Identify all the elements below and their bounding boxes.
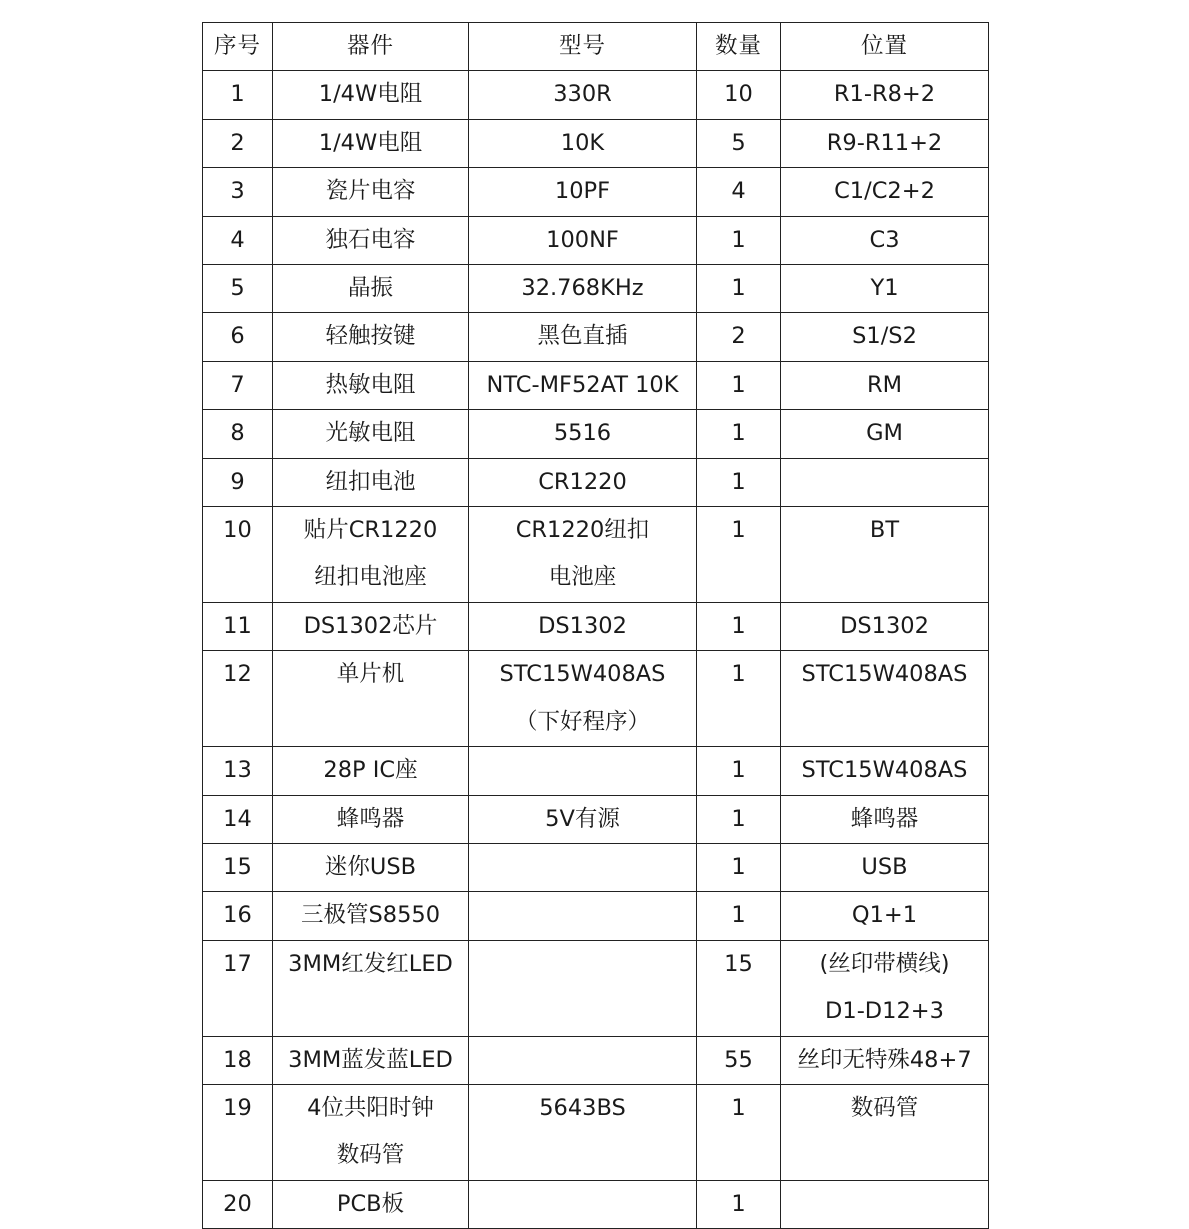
cell-position: 蜂鸣器 xyxy=(781,795,989,843)
cell-model xyxy=(469,940,697,1036)
cell-index: 12 xyxy=(203,651,273,747)
cell-quantity: 5 xyxy=(697,119,781,167)
cell-quantity: 1 xyxy=(697,651,781,747)
table-row xyxy=(203,216,989,264)
cell-quantity: 10 xyxy=(697,71,781,119)
cell-index: 19 xyxy=(203,1084,273,1180)
cell-position: GM xyxy=(781,410,989,458)
cell-quantity: 1 xyxy=(697,1180,781,1228)
cell-quantity: 4 xyxy=(697,168,781,216)
table-row xyxy=(203,313,989,361)
cell-position: R9-R11+2 xyxy=(781,119,989,167)
cell-position: C3 xyxy=(781,216,989,264)
cell-component: 单片机 xyxy=(273,651,469,747)
cell-model xyxy=(469,843,697,891)
cell-model: 黑色直插 xyxy=(469,313,697,361)
cell-model xyxy=(469,1036,697,1084)
cell-index: 20 xyxy=(203,1180,273,1228)
cell-model: NTC-MF52AT 10K xyxy=(469,361,697,409)
cell-component: 1/4W电阻 xyxy=(273,71,469,119)
cell-index: 3 xyxy=(203,168,273,216)
table-header-row xyxy=(203,23,989,71)
cell-model: 5516 xyxy=(469,410,697,458)
cell-position: Q1+1 xyxy=(781,892,989,940)
cell-position: BT xyxy=(781,507,989,603)
cell-position: RM xyxy=(781,361,989,409)
cell-index: 14 xyxy=(203,795,273,843)
cell-index: 2 xyxy=(203,119,273,167)
cell-component: 迷你USB xyxy=(273,843,469,891)
cell-component: 贴片CR1220 纽扣电池座 xyxy=(273,507,469,603)
cell-index: 6 xyxy=(203,313,273,361)
cell-component: 1/4W电阻 xyxy=(273,119,469,167)
cell-quantity: 1 xyxy=(697,265,781,313)
cell-model: DS1302 xyxy=(469,602,697,650)
table-row xyxy=(203,361,989,409)
bom-table xyxy=(202,22,989,1229)
cell-quantity: 1 xyxy=(697,216,781,264)
cell-model: 10K xyxy=(469,119,697,167)
cell-quantity: 1 xyxy=(697,747,781,795)
cell-component: 4位共阳时钟 数码管 xyxy=(273,1084,469,1180)
cell-position: C1/C2+2 xyxy=(781,168,989,216)
cell-index: 4 xyxy=(203,216,273,264)
cell-quantity: 1 xyxy=(697,458,781,506)
cell-model: 5643BS xyxy=(469,1084,697,1180)
cell-index: 8 xyxy=(203,410,273,458)
cell-quantity: 1 xyxy=(697,361,781,409)
cell-index: 10 xyxy=(203,507,273,603)
table-row xyxy=(203,843,989,891)
table-row xyxy=(203,1084,989,1180)
cell-index: 16 xyxy=(203,892,273,940)
cell-index: 15 xyxy=(203,843,273,891)
cell-index: 18 xyxy=(203,1036,273,1084)
table-row xyxy=(203,940,989,1036)
cell-position xyxy=(781,458,989,506)
cell-model xyxy=(469,892,697,940)
cell-model: CR1220纽扣 电池座 xyxy=(469,507,697,603)
table-row xyxy=(203,795,989,843)
cell-quantity: 55 xyxy=(697,1036,781,1084)
cell-component: 晶振 xyxy=(273,265,469,313)
cell-index: 9 xyxy=(203,458,273,506)
cell-index: 1 xyxy=(203,71,273,119)
table-row xyxy=(203,747,989,795)
table-row xyxy=(203,602,989,650)
cell-index: 5 xyxy=(203,265,273,313)
cell-index: 17 xyxy=(203,940,273,1036)
table-row xyxy=(203,1180,989,1228)
header-quantity: 数量 xyxy=(697,23,781,71)
cell-model xyxy=(469,747,697,795)
cell-quantity: 1 xyxy=(697,507,781,603)
cell-index: 11 xyxy=(203,602,273,650)
cell-quantity: 1 xyxy=(697,602,781,650)
cell-position: (丝印带横线) D1-D12+3 xyxy=(781,940,989,1036)
header-model: 型号 xyxy=(469,23,697,71)
cell-component: 3MM红发红LED xyxy=(273,940,469,1036)
cell-component: 光敏电阻 xyxy=(273,410,469,458)
cell-position: 数码管 xyxy=(781,1084,989,1180)
cell-quantity: 2 xyxy=(697,313,781,361)
cell-position: 丝印无特殊48+7 xyxy=(781,1036,989,1084)
cell-quantity: 15 xyxy=(697,940,781,1036)
table-row xyxy=(203,71,989,119)
cell-model: CR1220 xyxy=(469,458,697,506)
cell-model xyxy=(469,1180,697,1228)
cell-component: PCB板 xyxy=(273,1180,469,1228)
cell-position: Y1 xyxy=(781,265,989,313)
cell-position: USB xyxy=(781,843,989,891)
cell-component: 3MM蓝发蓝LED xyxy=(273,1036,469,1084)
header-position: 位置 xyxy=(781,23,989,71)
cell-quantity: 1 xyxy=(697,843,781,891)
cell-component: 独石电容 xyxy=(273,216,469,264)
cell-component: 蜂鸣器 xyxy=(273,795,469,843)
cell-component: 瓷片电容 xyxy=(273,168,469,216)
cell-position: DS1302 xyxy=(781,602,989,650)
cell-position: R1-R8+2 xyxy=(781,71,989,119)
table-row xyxy=(203,410,989,458)
table-row xyxy=(203,119,989,167)
table-row xyxy=(203,265,989,313)
cell-component: 28P IC座 xyxy=(273,747,469,795)
table-row xyxy=(203,651,989,747)
cell-model: 5V有源 xyxy=(469,795,697,843)
cell-position xyxy=(781,1180,989,1228)
cell-quantity: 1 xyxy=(697,410,781,458)
cell-component: 纽扣电池 xyxy=(273,458,469,506)
cell-index: 7 xyxy=(203,361,273,409)
cell-component: 三极管S8550 xyxy=(273,892,469,940)
table-row xyxy=(203,892,989,940)
header-component: 器件 xyxy=(273,23,469,71)
cell-component: 热敏电阻 xyxy=(273,361,469,409)
table-row xyxy=(203,458,989,506)
table-row xyxy=(203,507,989,603)
table-row xyxy=(203,168,989,216)
cell-component: 轻触按键 xyxy=(273,313,469,361)
cell-position: STC15W408AS xyxy=(781,651,989,747)
cell-quantity: 1 xyxy=(697,892,781,940)
table-row xyxy=(203,1036,989,1084)
cell-quantity: 1 xyxy=(697,1084,781,1180)
cell-model: 10PF xyxy=(469,168,697,216)
cell-position: STC15W408AS xyxy=(781,747,989,795)
cell-model: 330R xyxy=(469,71,697,119)
cell-model: STC15W408AS （下好程序） xyxy=(469,651,697,747)
cell-quantity: 1 xyxy=(697,795,781,843)
cell-model: 100NF xyxy=(469,216,697,264)
cell-model: 32.768KHz xyxy=(469,265,697,313)
cell-position: S1/S2 xyxy=(781,313,989,361)
header-index: 序号 xyxy=(203,23,273,71)
cell-index: 13 xyxy=(203,747,273,795)
cell-component: DS1302芯片 xyxy=(273,602,469,650)
